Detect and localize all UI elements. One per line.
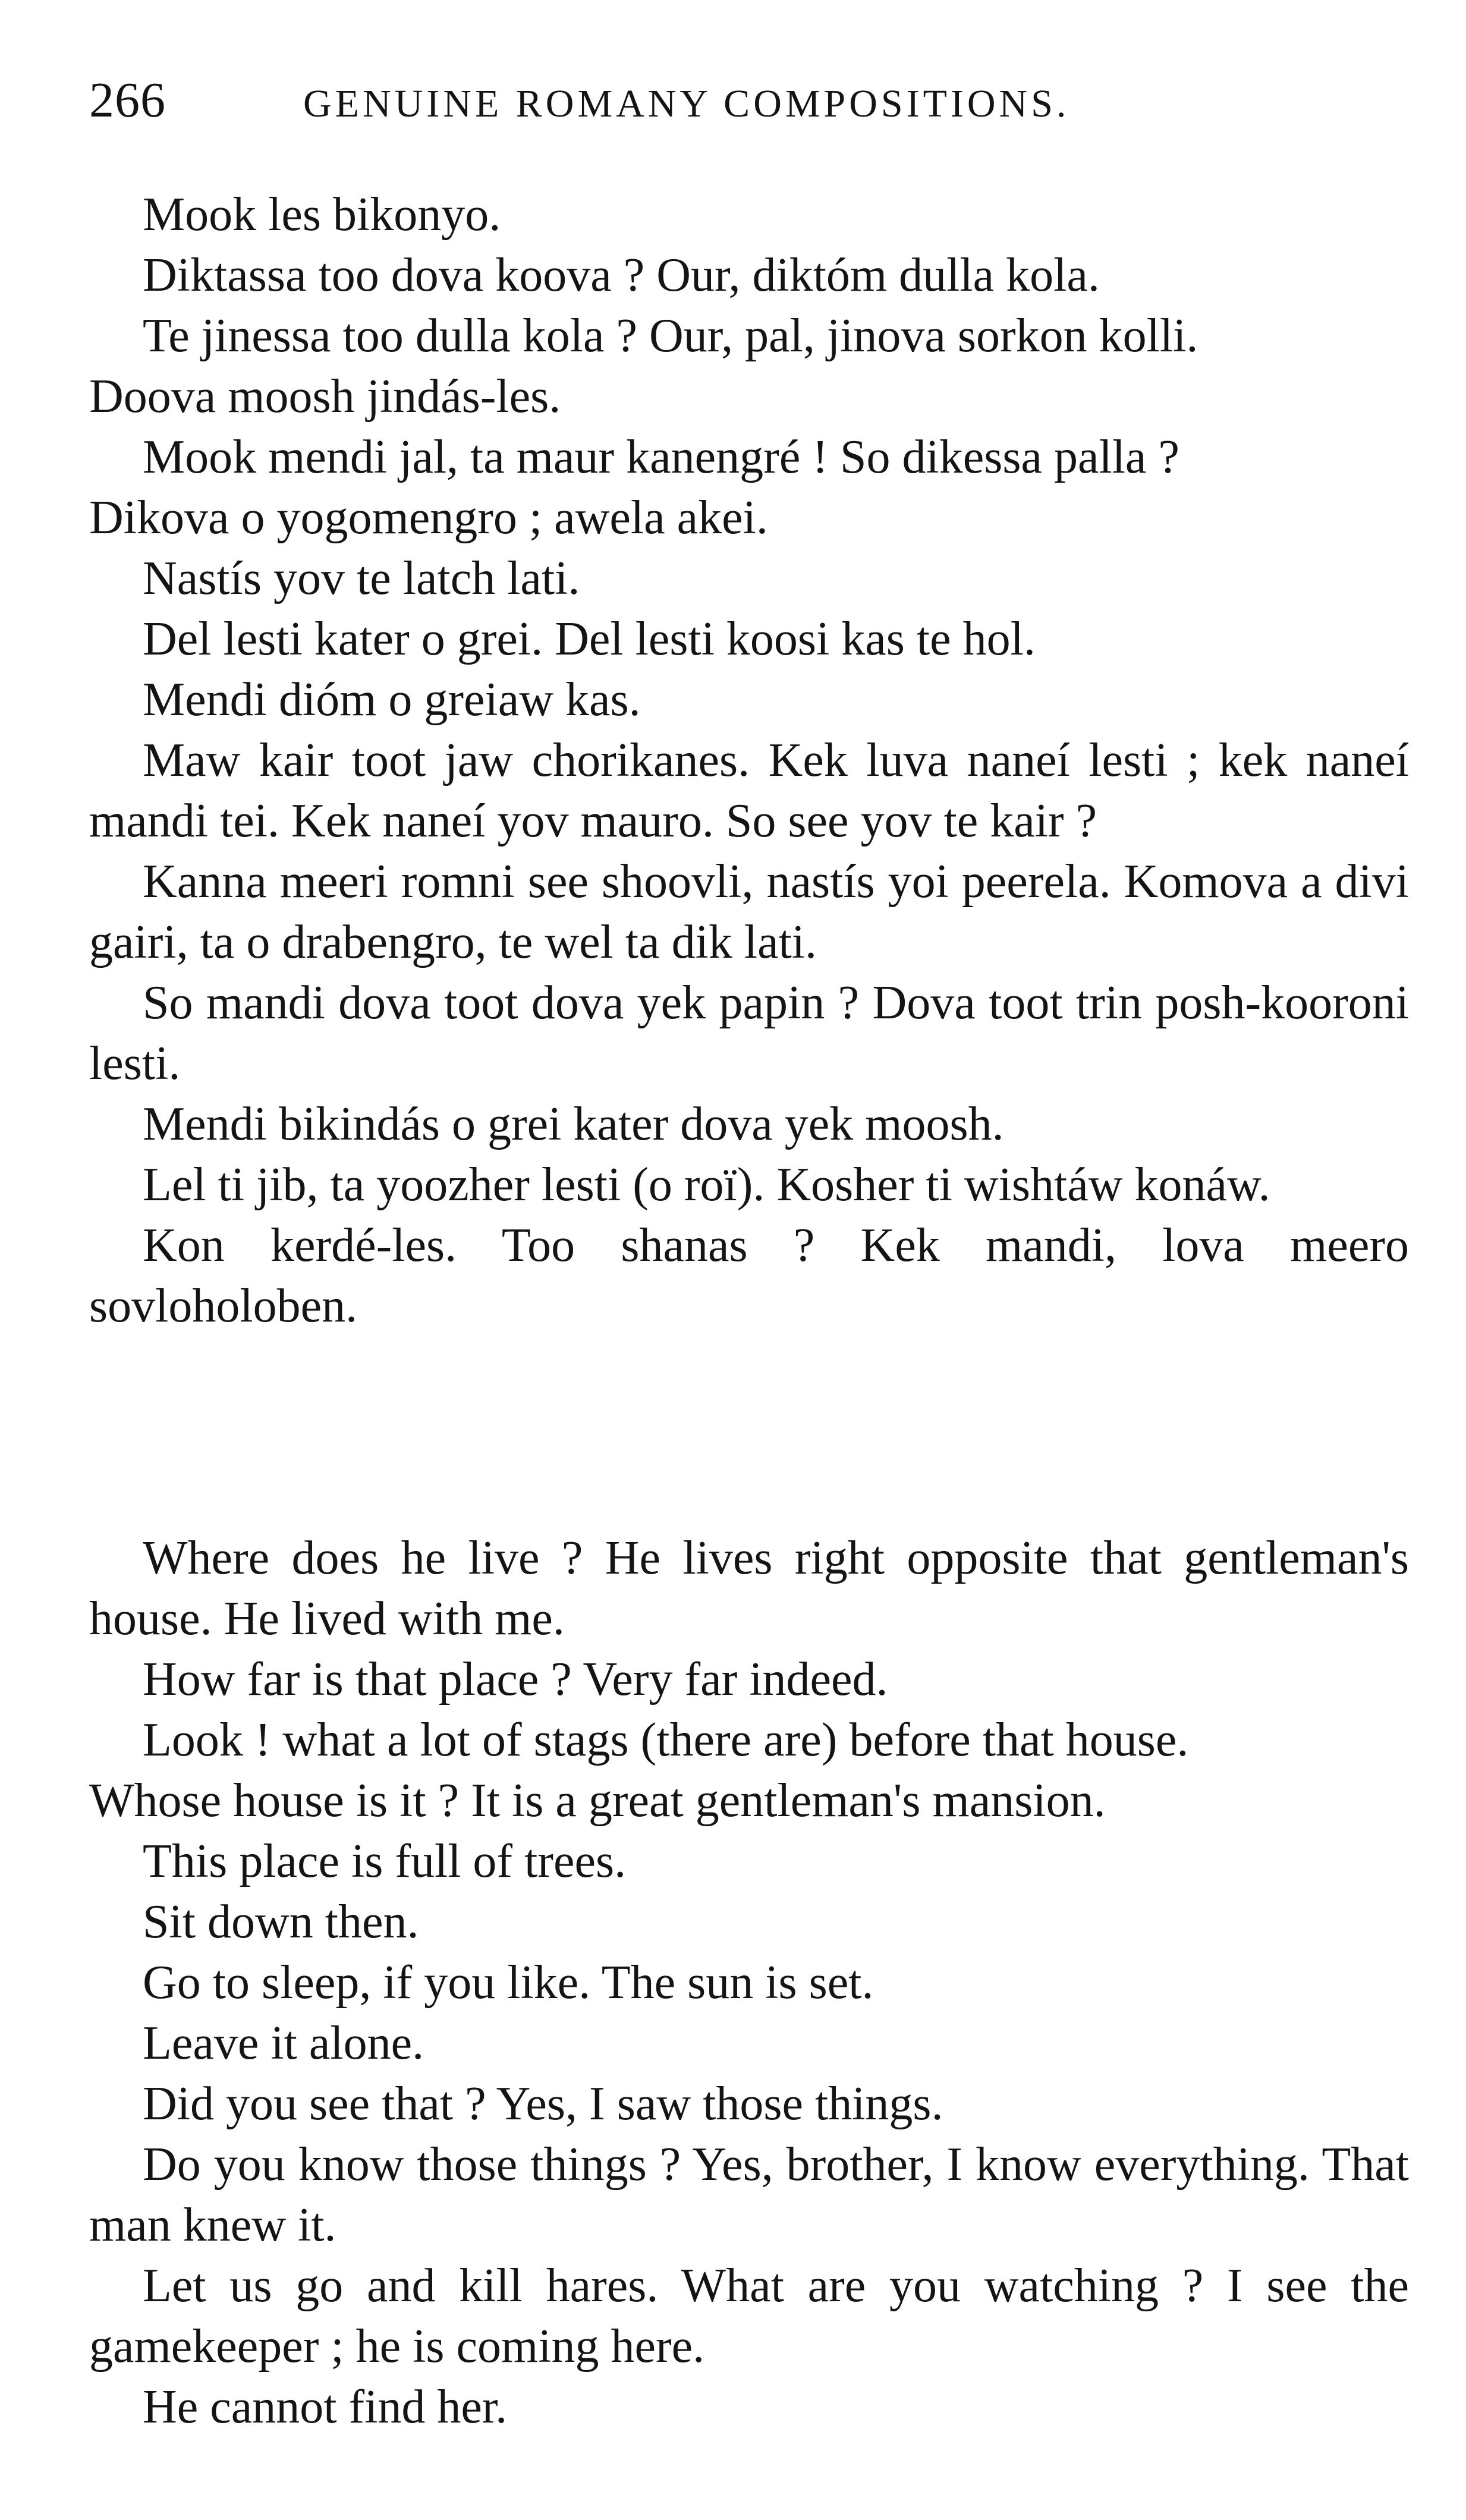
- romany-paragraph: Te jinessa too dulla kola ? Our, pal, jinova sorkon kolli.: [143, 310, 1198, 362]
- english-text-block: [89, 1528, 1409, 2437]
- page-header: [89, 71, 1415, 137]
- romany-paragraph: Doova moosh jindás-les.: [89, 370, 561, 423]
- english-paragraph: He cannot find her.: [143, 2381, 508, 2433]
- romany-paragraph: Nastís yov te latch lati.: [143, 552, 580, 605]
- english-paragraph: Do you know those things ? Yes, brother, I know everything. That man knew it.: [89, 2138, 1409, 2251]
- romany-paragraph: Diktassa too dova koova ? Our, diktóm dulla kola.: [143, 249, 1100, 301]
- english-paragraph: Sit down then.: [143, 1896, 419, 1948]
- english-paragraph: Look ! what a lot of stags (there are) before that house.: [143, 1714, 1189, 1766]
- romany-paragraph: Kon kerdé-les. Too shanas ? Kek mandi, lova meero sovloholoben.: [89, 1219, 1409, 1332]
- romany-paragraph: Mook mendi jal, ta maur kanengré ! So dikessa palla ?: [143, 431, 1179, 483]
- romany-paragraph: Maw kair toot jaw chorikanes. Kek luva naneí lesti ; kek naneí mandi tei. Kek naneí yov mauro. So see yov te kair ?: [89, 734, 1409, 847]
- romany-paragraph: Mendi bikindás o grei kater dova yek moosh.: [143, 1098, 1004, 1150]
- english-paragraph: How far is that place ? Very far indeed.: [143, 1653, 888, 1706]
- running-title: GENUINE ROMANY COMPOSITIONS.: [303, 82, 1070, 125]
- english-paragraph: Where does he live ? He lives right opposite that gentleman's house. He lived with me.: [89, 1532, 1409, 1645]
- romany-paragraph: Mook les bikonyo.: [143, 188, 501, 241]
- english-paragraph: Let us go and kill hares. What are you watching ? I see the gamekeeper ; he is coming here.: [89, 2260, 1409, 2373]
- english-paragraph: Go to sleep, if you like. The sun is set.: [143, 1956, 874, 2009]
- romany-paragraph: So mandi dova toot dova yek papin ? Dova toot trin posh-kooroni lesti.: [89, 977, 1409, 1090]
- romany-paragraph: Lel ti jib, ta yoozher lesti (o roï). Kosher ti wishtáw konáw.: [143, 1159, 1270, 1211]
- english-paragraph: Whose house is it ? It is a great gentleman's mansion.: [89, 1775, 1106, 1827]
- english-paragraph: This place is full of trees.: [143, 1835, 627, 1887]
- romany-text-block: [89, 184, 1409, 1336]
- english-paragraph: Leave it alone.: [143, 2017, 424, 2069]
- romany-paragraph: Mendi dióm o greiaw kas.: [143, 674, 641, 726]
- english-paragraph: Did you see that ? Yes, I saw those things.: [143, 2078, 943, 2130]
- romany-paragraph: Del lesti kater o grei. Del lesti koosi kas te hol.: [143, 613, 1036, 665]
- romany-paragraph: Kanna meeri romni see shoovli, nastís yoi peerela. Komova a divi gairi, ta o drabengro, te wel ta dik lati.: [89, 855, 1409, 968]
- page-number: 266: [89, 73, 166, 128]
- romany-paragraph: Dikova o yogomengro ; awela akei.: [89, 492, 768, 544]
